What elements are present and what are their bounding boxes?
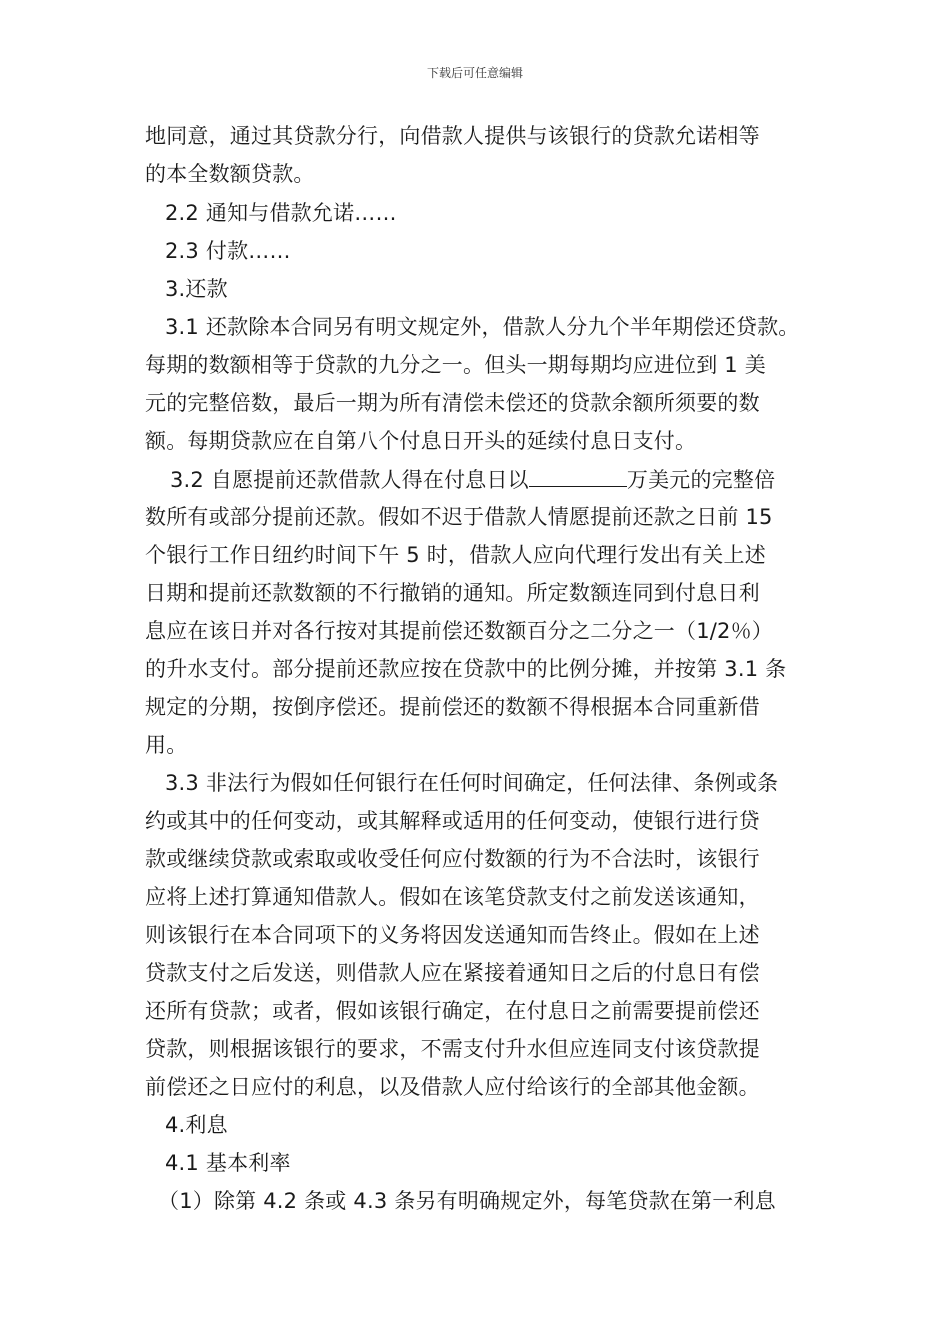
- body-line: 用。: [145, 733, 188, 757]
- body-line: 地同意，通过其贷款分行，向借款人提供与该银行的贷款允诺相等: [145, 124, 760, 148]
- body-line: 规定的分期，按倒序偿还。提前偿还的数额不得根据本合同重新借: [145, 695, 760, 719]
- body-line: 元的完整倍数，最后一期为所有清偿未偿还的贷款余额所须要的数: [145, 391, 760, 415]
- body-line-segment: 万美元的完整倍: [626, 468, 776, 492]
- subsection-heading: 4.1 基本利率: [165, 1151, 291, 1175]
- body-line: 贷款，则根据该银行的要求，不需支付升水但应连同支付该贷款提: [145, 1037, 760, 1061]
- body-line: 3.还款: [165, 277, 228, 301]
- body-line: 每期的数额相等于贷款的九分之一。但头一期每期均应进位到 1 美: [145, 353, 766, 377]
- body-line: 前偿还之日应付的利息，以及借款人应付给该行的全部其他金额。: [145, 1075, 760, 1099]
- blank-amount-field: [529, 464, 627, 487]
- body-line: 应将上述打算通知借款人。假如在该笔贷款支付之前发送该通知，: [145, 885, 760, 909]
- section-heading: 4.利息: [165, 1113, 228, 1137]
- body-line: 约或其中的任何变动，或其解释或适用的任何变动，使银行进行贷: [145, 809, 760, 833]
- body-line: 款或继续贷款或索取或收受任何应付数额的行为不合法时，该银行: [145, 847, 760, 871]
- body-line-with-blank: [170, 464, 775, 495]
- body-line: 则该银行在本合同项下的义务将因发送通知而告终止。假如在上述: [145, 923, 760, 947]
- body-line: 的本全数额贷款。: [145, 162, 315, 186]
- body-line: 3.3 非法行为假如任何银行在任何时间确定，任何法律、条例或条: [165, 771, 779, 795]
- body-line: 3.1 还款除本合同另有明文规定外，借款人分九个半年期偿还贷款。: [165, 315, 800, 339]
- page-header-note: 下载后可任意编辑: [426, 66, 523, 80]
- body-line: 个银行工作日纽约时间下午 5 时，借款人应向代理行发出有关上述: [145, 543, 766, 567]
- body-line: 的升水支付。部分提前还款应按在贷款中的比例分摊，并按第 3.1 条: [145, 657, 787, 681]
- body-line: 2.2 通知与借款允诺……: [165, 201, 397, 225]
- body-line: 还所有贷款；或者，假如该银行确定，在付息日之前需要提前偿还: [145, 999, 760, 1023]
- body-line: 贷款支付之后发送，则借款人应在紧接着通知日之后的付息日有偿: [145, 961, 760, 985]
- body-line: 数所有或部分提前还款。假如不迟于借款人情愿提前还款之日前 15: [145, 505, 773, 529]
- body-line: （1）除第 4.2 条或 4.3 条另有明确规定外，每笔贷款在第一利息: [158, 1189, 776, 1213]
- body-line-segment: 3.2 自愿提前还款借款人得在付息日以: [170, 468, 529, 492]
- body-line: 日期和提前还款数额的不行撤销的通知。所定数额连同到付息日利: [145, 581, 760, 605]
- body-line: 额。每期贷款应在自第八个付息日开头的延续付息日支付。: [145, 429, 697, 453]
- body-line: 2.3 付款……: [165, 239, 291, 263]
- body-line: 息应在该日并对各行按对其提前偿还数额百分之二分之一（1/2％）: [145, 619, 773, 643]
